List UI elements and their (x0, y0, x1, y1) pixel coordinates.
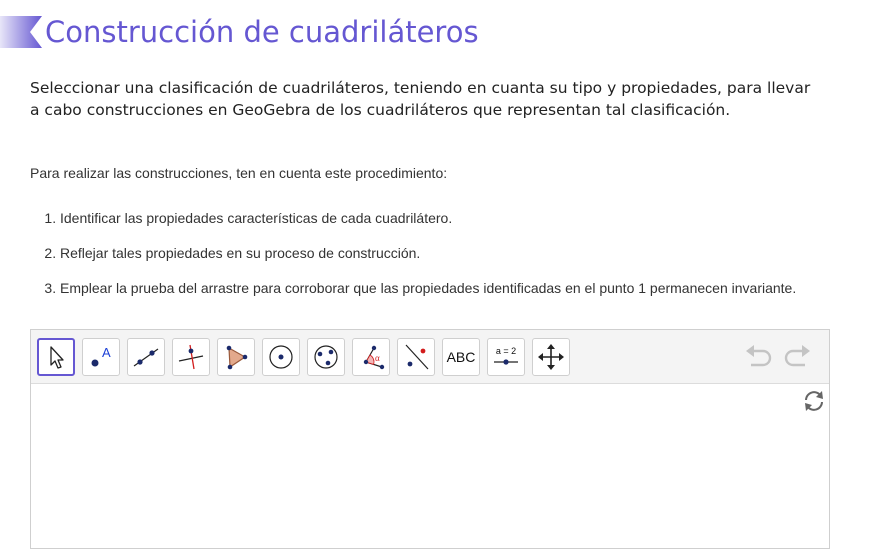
reset-icon (801, 388, 827, 414)
geogebra-toolbar (31, 330, 829, 384)
redo-button[interactable] (781, 344, 813, 370)
undo-icon (743, 344, 775, 370)
line-through-points-icon (131, 342, 161, 372)
slider-icon (491, 342, 521, 372)
procedure-lead: Para realizar las construcciones, ten en cuenta este procedimiento: (30, 165, 448, 181)
move-graphics-view-tool-button[interactable] (532, 338, 570, 376)
move-tool-button[interactable] (37, 338, 75, 376)
graphics-view[interactable] (31, 384, 829, 548)
redo-icon (781, 344, 813, 370)
title-flag-icon (0, 16, 42, 48)
procedure-steps (30, 209, 820, 298)
text-tool-button[interactable] (442, 338, 480, 376)
page-title: Construcción de cuadriláteros (45, 15, 479, 49)
title-bar (0, 12, 870, 52)
step-item: 2. Reflejar tales propiedades en su proceso de construcción. (60, 244, 820, 263)
point-icon (86, 342, 116, 372)
svg-text:α: α (375, 353, 380, 363)
intro-paragraph: Seleccionar una clasificación de cuadriláteros, teniendo en cuanta su tipo y propiedades, para llevar a cabo construcciones en GeoGebra de los cuadriláteros que representan tal clasificación. (30, 79, 811, 119)
circle-tool-button[interactable] (262, 338, 300, 376)
angle-icon (356, 342, 386, 372)
reflect-about-line-icon (401, 342, 431, 372)
move-graphics-view-icon (536, 342, 566, 372)
circle-three-points-tool-button[interactable] (307, 338, 345, 376)
point-tool-button[interactable] (82, 338, 120, 376)
step-item: 1. Identificar las propiedades características de cada cuadrilátero. (60, 209, 820, 228)
reset-button[interactable] (801, 388, 827, 414)
polygon-icon (221, 342, 251, 372)
line-tool-button[interactable] (127, 338, 165, 376)
slider-icon-label: a = 2 (495, 346, 517, 356)
perpendicular-tool-button[interactable] (172, 338, 210, 376)
circle-center-point-icon (266, 342, 296, 372)
circle-three-points-icon (311, 342, 341, 372)
angle-tool-button[interactable] (352, 338, 390, 376)
geogebra-applet (30, 329, 830, 549)
svg-text:A: A (102, 345, 111, 360)
text-icon: ABC (446, 349, 476, 365)
polygon-tool-button[interactable] (217, 338, 255, 376)
perpendicular-line-icon (176, 342, 206, 372)
slider-tool-button[interactable] (487, 338, 525, 376)
cursor-arrow-icon (41, 342, 71, 372)
step-item: 3. Emplear la prueba del arrastre para corroborar que las propiedades identificadas en el punto 1 permanecen invariante. (60, 279, 820, 298)
undo-button[interactable] (743, 344, 775, 370)
reflect-tool-button[interactable] (397, 338, 435, 376)
